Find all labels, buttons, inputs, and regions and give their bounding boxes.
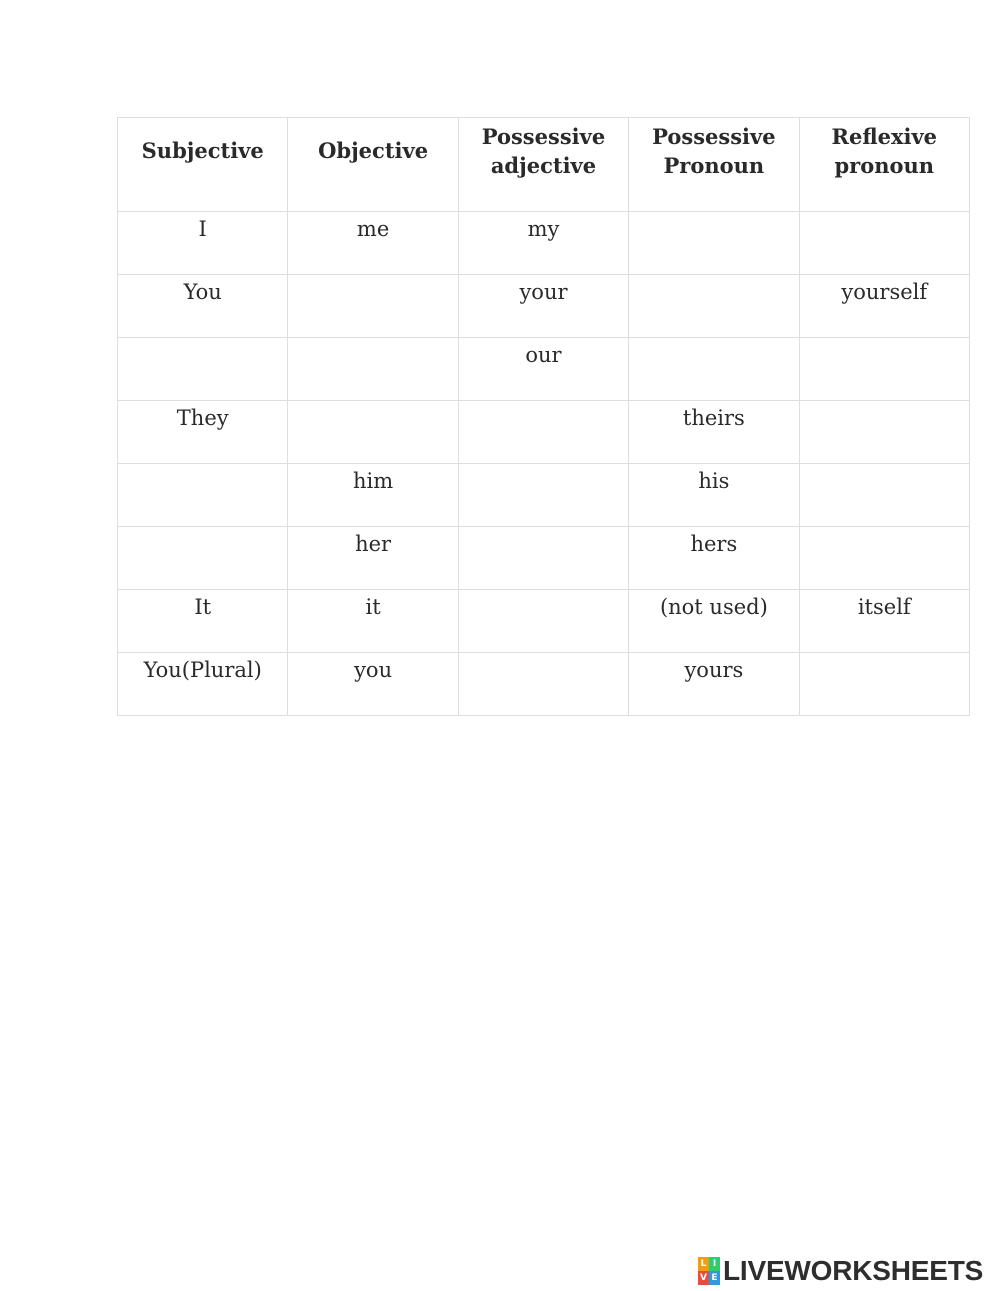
cell-objective: it	[288, 590, 458, 653]
cell-subjective: It	[118, 590, 288, 653]
cell-possessive-adjective: our	[458, 338, 628, 401]
cell-reflexive-pronoun[interactable]	[799, 338, 969, 401]
cell-possessive-pronoun: yours	[629, 653, 799, 716]
cell-objective[interactable]	[288, 401, 458, 464]
cell-possessive-pronoun: hers	[629, 527, 799, 590]
header-possessive-adjective: Possessive adjective	[458, 118, 628, 212]
cell-possessive-adjective: your	[458, 275, 628, 338]
table-row	[118, 338, 970, 401]
cell-possessive-adjective[interactable]	[458, 527, 628, 590]
cell-subjective: They	[118, 401, 288, 464]
cell-possessive-adjective: my	[458, 212, 628, 275]
cell-reflexive-pronoun: yourself	[799, 275, 969, 338]
cell-possessive-adjective[interactable]	[458, 401, 628, 464]
cell-reflexive-pronoun[interactable]	[799, 401, 969, 464]
table-row	[118, 275, 970, 338]
pronoun-table	[117, 117, 970, 716]
liveworksheets-logo	[698, 1255, 994, 1287]
cell-possessive-pronoun[interactable]	[629, 275, 799, 338]
cell-objective: you	[288, 653, 458, 716]
cell-possessive-adjective[interactable]	[458, 590, 628, 653]
cell-subjective: I	[118, 212, 288, 275]
cell-objective[interactable]	[288, 338, 458, 401]
table-header-row	[118, 118, 970, 212]
cell-reflexive-pronoun[interactable]	[799, 653, 969, 716]
cell-objective: him	[288, 464, 458, 527]
cell-reflexive-pronoun[interactable]	[799, 464, 969, 527]
cell-possessive-adjective[interactable]	[458, 464, 628, 527]
table-row	[118, 464, 970, 527]
liveworksheets-logo-icon	[698, 1257, 720, 1285]
brand-text: LIVEWORKSHEETS	[723, 1255, 984, 1286]
logo-square: E	[709, 1271, 720, 1285]
logo-square: L	[698, 1257, 709, 1271]
cell-objective[interactable]	[288, 275, 458, 338]
cell-subjective[interactable]	[118, 338, 288, 401]
cell-possessive-pronoun: theirs	[629, 401, 799, 464]
cell-subjective: You	[118, 275, 288, 338]
cell-possessive-pronoun: (not used)	[629, 590, 799, 653]
cell-possessive-pronoun[interactable]	[629, 212, 799, 275]
cell-subjective: You(Plural)	[118, 653, 288, 716]
cell-possessive-pronoun[interactable]	[629, 338, 799, 401]
header-objective: Objective	[288, 118, 458, 212]
cell-objective: her	[288, 527, 458, 590]
cell-reflexive-pronoun[interactable]	[799, 212, 969, 275]
cell-subjective[interactable]	[118, 464, 288, 527]
logo-square: I	[709, 1257, 720, 1271]
cell-reflexive-pronoun[interactable]	[799, 527, 969, 590]
logo-square: V	[698, 1271, 709, 1285]
table-row	[118, 590, 970, 653]
table-row	[118, 527, 970, 590]
table-row	[118, 401, 970, 464]
cell-possessive-pronoun: his	[629, 464, 799, 527]
cell-possessive-adjective[interactable]	[458, 653, 628, 716]
table-row	[118, 212, 970, 275]
cell-reflexive-pronoun: itself	[799, 590, 969, 653]
cell-subjective[interactable]	[118, 527, 288, 590]
table-row	[118, 653, 970, 716]
header-subjective: Subjective	[118, 118, 288, 212]
header-reflexive-pronoun: Reflexive pronoun	[799, 118, 969, 212]
cell-objective: me	[288, 212, 458, 275]
header-possessive-pronoun: Possessive Pronoun	[629, 118, 799, 212]
